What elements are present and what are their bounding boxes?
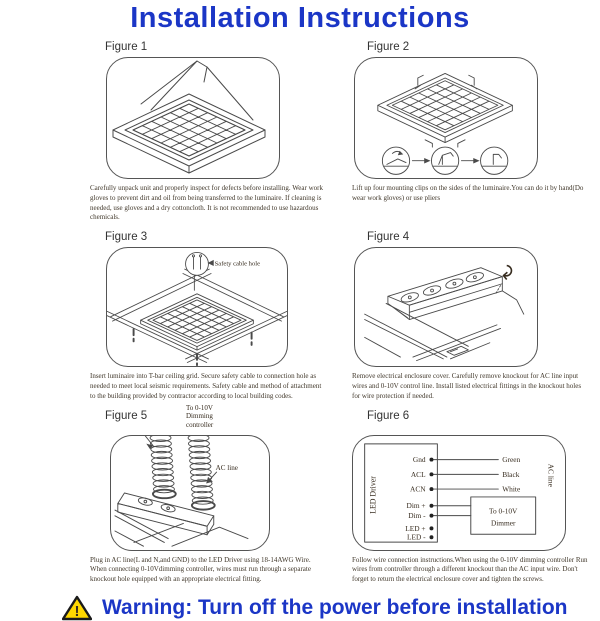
terminal-acn: ACN xyxy=(410,484,426,494)
wiring-diagram xyxy=(353,436,565,550)
figure-3-drawing xyxy=(106,247,288,367)
figure-2-label: Figure 2 xyxy=(367,41,410,53)
figure-2-drawing xyxy=(354,57,538,179)
tbar-grid-illustration xyxy=(107,248,287,366)
terminal-dim-minus: Dim - xyxy=(408,510,426,520)
figure-3-caption: Insert luminaire into T-bar ceiling grid. Secure safety cable to connection hole as needed to meet local seismic requirements. Safety cable and method of attachment to the building provided by contractor according to local building codes. xyxy=(90,372,322,400)
mounting-clips-illustration xyxy=(355,58,537,178)
figure-3-label: Figure 3 xyxy=(105,231,148,244)
dimming-controller-annotation-line3: controller xyxy=(186,421,214,430)
wire-white-label: White xyxy=(502,484,521,494)
warning-text: Warning: Turn off the power before installation xyxy=(102,595,568,619)
terminal-gnd: Gnd xyxy=(412,454,426,464)
terminal-led-plus: LED + xyxy=(405,523,426,533)
warning-triangle-icon xyxy=(62,595,92,621)
figure-6 xyxy=(350,408,600,591)
figure-3 xyxy=(88,229,338,407)
figure-1 xyxy=(88,39,338,229)
dimming-controller-annotation-line2: Dimming xyxy=(186,412,213,421)
figure-6-caption: Follow wire connection instructions.When using the 0-10V dimming controller Run wires from controller through a different knockout than the AC input wire. Don't forget to return the electrical enclosure cover and tighten the screws. xyxy=(352,555,588,584)
figures-grid xyxy=(0,39,600,591)
dimming-controller-annotation xyxy=(186,404,213,430)
wire-black-label: Black xyxy=(502,469,520,479)
figure-5-drawing xyxy=(110,435,270,551)
figure-5-caption: Plug in AC line(L and N,and GND) to the LED Driver using 18-14AWG Wire. When connecting 0-10Vdimming controller, wires must run through a separate knockout hole equipped with an appropriate electrical fitting. xyxy=(90,555,311,584)
terminal-led-minus: LED - xyxy=(406,532,426,542)
unpack-panel-illustration xyxy=(107,58,279,178)
dimmer-box-label-line1: To 0-10V xyxy=(489,506,518,516)
page-title: Installation Instructions xyxy=(130,2,470,34)
terminal-acl: ACL xyxy=(410,469,426,479)
wire-green-label: Green xyxy=(502,454,521,464)
dimming-controller-annotation-line1: To 0-10V xyxy=(186,403,213,412)
figure-4-label: Figure 4 xyxy=(367,231,410,244)
warning-bar xyxy=(62,595,600,621)
figure-5-label: Figure 5 xyxy=(105,409,148,422)
enclosure-cover-illustration xyxy=(355,248,537,366)
figure-2 xyxy=(350,39,600,229)
conduit-illustration xyxy=(111,436,269,550)
figure-5 xyxy=(88,403,338,591)
figure-4 xyxy=(350,229,600,407)
figure-4-caption: Remove electrical enclosure cover. Carefully remove knockout for AC line input wires and 0-10V control line. Install listed electrical fittings in the knockout holes for wire protection if needed. xyxy=(352,372,582,400)
figure-2-caption: Lift up four mounting clips on the sides of the luminaire.You can do it by hand(Do wear work gloves) or use pliers xyxy=(352,184,584,202)
terminal-dim-plus: Dim + xyxy=(406,500,426,510)
led-driver-label: LED Driver xyxy=(368,475,378,514)
ac-line-vertical-label: AC line xyxy=(546,463,556,487)
rotate-arrow-icon: ↷ xyxy=(493,263,517,282)
figure-6-drawing xyxy=(352,435,566,551)
figure-1-drawing xyxy=(106,57,280,179)
dimmer-box-label-line2: Dimmer xyxy=(490,518,516,528)
ac-line-annotation: AC line xyxy=(215,463,238,472)
figure-1-caption: Carefully unpack unit and properly inspect for defects before installing. Wear work gloves to prevent dirt and oil from being transferred to the luminaire. If cleaning is needed, use gloves and a dry cottoncloth. It is not recommended to use hazardous chemicals. xyxy=(90,184,323,222)
warning-exclamation: ! xyxy=(74,602,80,620)
safety-cable-hole-label: Safety cable hole xyxy=(214,260,261,268)
figure-1-label: Figure 1 xyxy=(105,41,148,53)
figure-4-drawing xyxy=(354,247,538,367)
figure-6-label: Figure 6 xyxy=(367,409,410,422)
